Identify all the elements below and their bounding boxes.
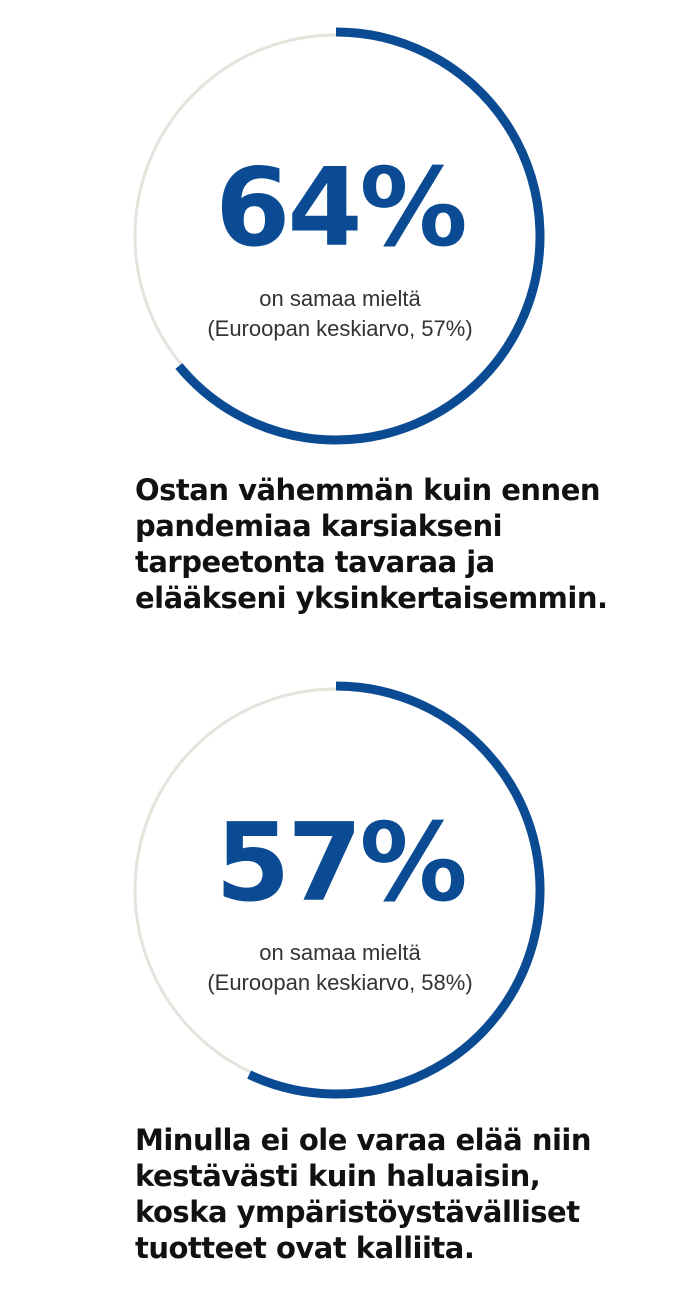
stat-label-2a: on samaa mieltä	[259, 940, 421, 965]
stat-value-2: 57%	[215, 801, 465, 926]
stat-block-2	[0, 660, 680, 1300]
stat-value-1: 64%	[215, 146, 465, 271]
stat-label-2b: (Euroopan keskiarvo, 58%)	[207, 970, 473, 995]
stat-statement-2: Minulla ei ole varaa elää niin kestävästi kuin haluaisin, koska ympäristöystävälliset tuotteet ovat kalliita.	[135, 1123, 591, 1265]
stat-label-1b: (Euroopan keskiarvo, 57%)	[207, 316, 473, 341]
stat-label-1a: on samaa mieltä	[259, 286, 421, 311]
stat-statement-1: Ostan vähemmän kuin ennen pandemiaa karsiakseni tarpeetonta tavaraa ja elääkseni yksinkertaisemmin.	[135, 473, 608, 615]
